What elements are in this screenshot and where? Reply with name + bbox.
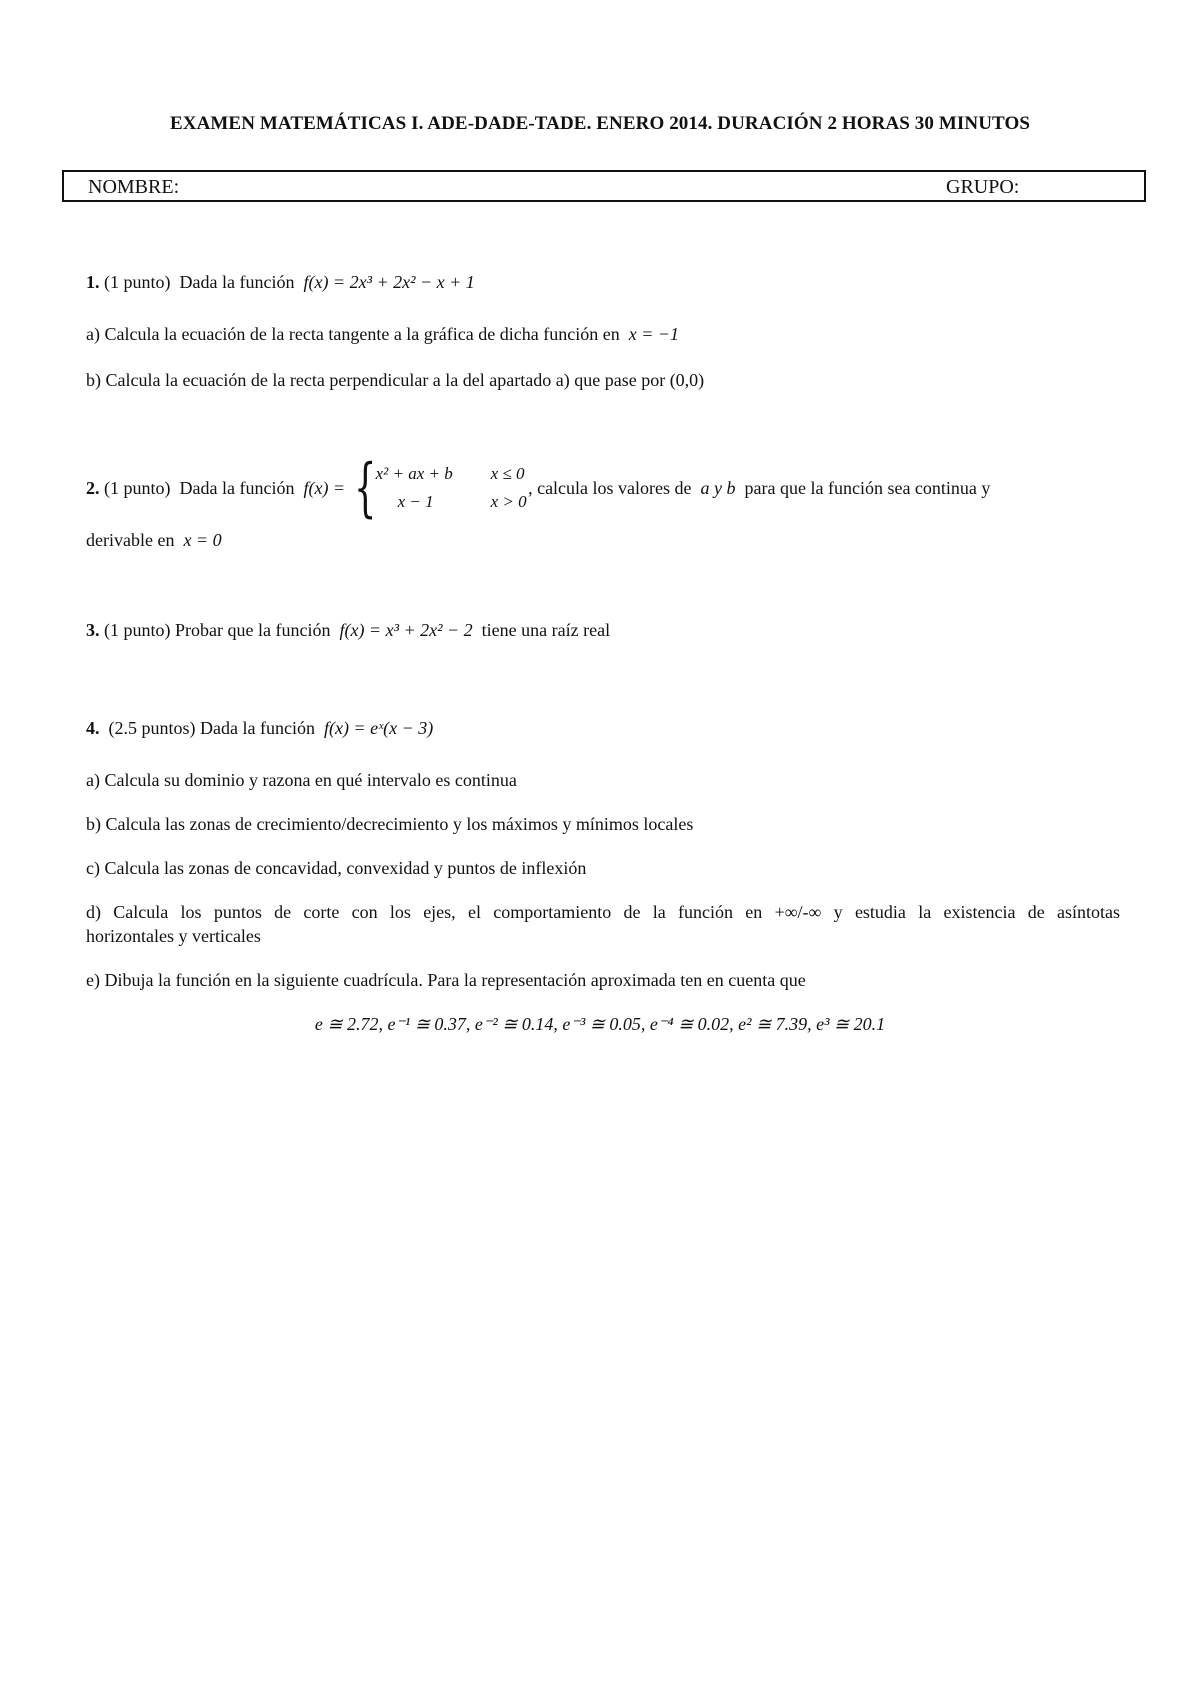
q4-part-d-line1: d) Calcula los puntos de corte con los ejes, el comportamiento de la función en +∞/-∞ y estudia la existencia de asíntotas: [86, 902, 1120, 922]
q2-intro: Dada la función: [179, 478, 295, 499]
name-label: NOMBRE:: [88, 176, 180, 198]
q3-statement: [86, 620, 610, 641]
q1-part-a: [86, 324, 679, 345]
case-2-cond: x > 0: [490, 492, 527, 511]
q1-points: (1 punto): [104, 272, 171, 292]
piecewise-case-1: [375, 464, 525, 484]
q1-formula: f(x) = 2x³ + 2x² − x + 1: [303, 272, 475, 292]
piecewise-case-2: [376, 492, 527, 512]
q2-number: 2.: [86, 478, 100, 499]
q3-points: (1 punto): [104, 620, 171, 640]
q2-points: (1 punto): [104, 478, 171, 499]
q3-number: 3.: [86, 620, 100, 640]
q2-continuation: [86, 530, 222, 551]
q2-point: x = 0: [183, 530, 222, 550]
left-brace-icon: {: [353, 451, 376, 525]
q1-part-b: b) Calcula la ecuación de la recta perpendicular a la del apartado a) que pase por (0,0): [86, 370, 705, 390]
case-1-expr: x² + ax + b: [375, 464, 453, 483]
q2-statement: [86, 451, 991, 525]
name-group-box: [62, 170, 1146, 202]
q2-text-1: , calcula los valores de: [528, 478, 692, 499]
q4-number: 4.: [86, 718, 100, 738]
case-1-cond: x ≤ 0: [490, 464, 525, 483]
q4-part-b: b) Calcula las zonas de crecimiento/decrecimiento y los máximos y mínimos locales: [86, 814, 694, 834]
q2-f-label: f(x) =: [303, 478, 346, 499]
q1-intro: Dada la función: [179, 272, 295, 292]
q4-part-e: e) Dibuja la función en la siguiente cuadrícula. Para la representación aproximada ten en cuenta que: [86, 970, 806, 990]
exam-title: EXAMEN MATEMÁTICAS I. ADE-DADE-TADE. ENERO 2014. DURACIÓN 2 HORAS 30 MINUTOS: [169, 113, 1031, 134]
q2-text-2: para que la función sea continua y: [744, 478, 991, 499]
q4-intro: Dada la función: [200, 718, 315, 738]
q4-statement: [86, 718, 433, 739]
q2-vars: a y b: [700, 478, 736, 499]
q3-formula: f(x) = x³ + 2x² − 2: [339, 620, 473, 640]
q1-statement: [86, 272, 475, 293]
case-2-expr: x − 1: [397, 492, 434, 511]
q3-tail: tiene una raíz real: [481, 620, 611, 640]
q4-formula: f(x) = eˣ(x − 3): [323, 718, 434, 738]
q4-part-a: a) Calcula su dominio y razona en qué intervalo es continua: [86, 770, 517, 790]
q1-a-formula: x = −1: [628, 324, 679, 344]
q1-number: 1.: [86, 272, 100, 292]
q4-points: (2.5 puntos): [108, 718, 196, 738]
q2-text-3: derivable en: [86, 530, 175, 550]
q4-part-c: c) Calcula las zonas de concavidad, convexidad y puntos de inflexión: [86, 858, 587, 878]
piecewise-definition: [353, 451, 527, 525]
q3-text: Probar que la función: [175, 620, 331, 640]
q1-a-text: a) Calcula la ecuación de la recta tangente a la gráfica de dicha función en: [86, 324, 620, 344]
group-label: GRUPO:: [946, 176, 1020, 198]
q4-part-d-line2: horizontales y verticales: [86, 926, 261, 946]
q4-constants: e ≅ 2.72, e⁻¹ ≅ 0.37, e⁻² ≅ 0.14, e⁻³ ≅ 0.05, e⁻⁴ ≅ 0.02, e² ≅ 7.39, e³ ≅ 20.1: [314, 1014, 886, 1034]
